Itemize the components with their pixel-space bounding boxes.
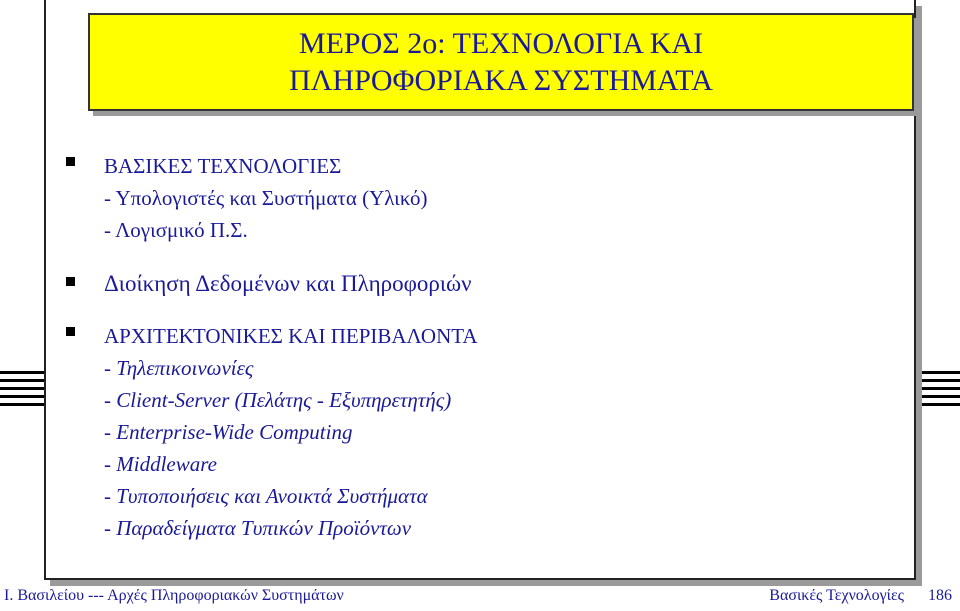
list-item: - Τυποποιήσεις και Ανοικτά Συστήματα xyxy=(104,484,428,508)
square-bullet-icon xyxy=(66,157,75,166)
section-heading: ΒΑΣΙΚΕΣ ΤΕΧΝΟΛΟΓΙΕΣ xyxy=(104,154,342,178)
footer-section-name: Βασικές Τεχνολογίες xyxy=(769,587,904,604)
section-data-management xyxy=(66,268,886,300)
page-number: 186 xyxy=(928,587,952,604)
left-decorative-stripes xyxy=(0,371,44,411)
list-item: - Υπολογιστές και Συστήματα (Υλικό) xyxy=(104,186,428,210)
footer-author-course: Ι. Βασιλείου --- Αρχές Πληροφοριακών Συστημάτων xyxy=(4,587,344,604)
square-bullet-icon xyxy=(66,277,75,286)
section-heading: Διοίκηση Δεδομένων και Πληροφοριών xyxy=(104,271,472,296)
section-heading: ΑΡΧΙΤΕΚΤΟΝΙΚΕΣ ΚΑΙ ΠΕΡΙΒΑΛΟΝΤΑ xyxy=(104,324,478,348)
slide-title-box xyxy=(88,13,914,111)
list-item: - Λογισμικό Π.Σ. xyxy=(104,218,248,242)
list-item: - Τηλεπικοινωνίες xyxy=(104,356,254,380)
section-basic-technologies xyxy=(66,150,886,246)
right-decorative-stripes xyxy=(916,371,960,411)
list-item: - Middleware xyxy=(104,452,217,476)
square-bullet-icon xyxy=(66,327,75,336)
list-item: - Client-Server (Πελάτης - Εξυπηρετητής) xyxy=(104,388,452,412)
slide-title-line-1: ΜΕΡΟΣ 2ο: ΤΕΧΝΟΛΟΓΙΑ ΚΑΙ xyxy=(298,27,704,60)
list-item: - Enterprise-Wide Computing xyxy=(104,420,353,444)
slide-title-line-2: ΠΛΗΡΟΦΟΡΙΑΚΑ ΣΥΣΤΗΜΑΤΑ xyxy=(289,64,713,97)
list-item: - Παραδείγματα Τυπικών Προϊόντων xyxy=(104,516,412,540)
slide-content xyxy=(66,150,886,544)
section-architectures xyxy=(66,320,886,544)
slide-footer xyxy=(0,585,960,611)
